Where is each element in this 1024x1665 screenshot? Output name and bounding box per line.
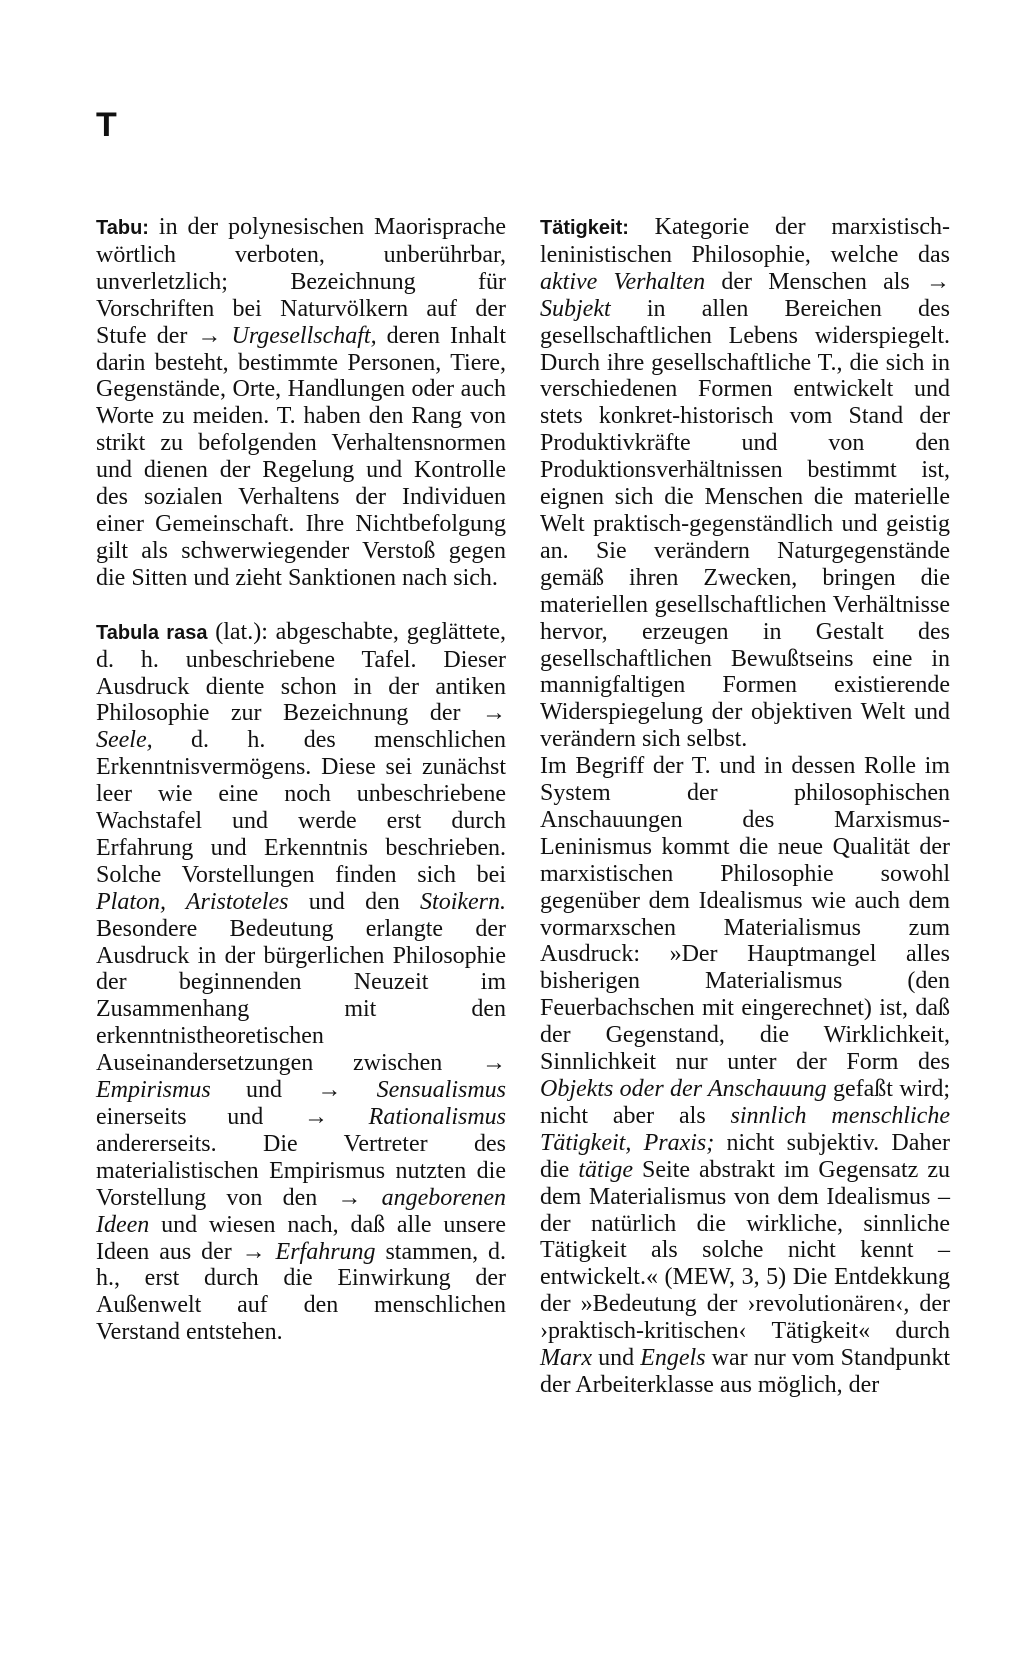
entry-text: andererseits. Die Vertreter des materialistischen Empirismus nutzten die Vorstellung von den → xyxy=(96,1130,506,1211)
entry-text: Im Begriff der T. und in dessen Rolle im System der philosophischen Anschauungen des Marxismus-Leninismus kommt die neue Qualität der marxistischen Philosophie sowohl gegenüber dem Idealismus wie auch dem vormarxschen Materialismus zum Ausdruck: »Der Hauptmangel alles bisherigen Materialismus (den Feuerbachschen mit eingerechnet) ist, daß der Gegenstand, die Wirklichkeit, Sinnlichkeit nur unter der Form des xyxy=(540,753,950,1076)
entry-text: war nur vom Standpunkt der Arbeiterklasse aus möglich, der xyxy=(540,1345,950,1398)
entry-text: gefaßt wird; nicht aber als xyxy=(540,1076,951,1129)
cross-reference: Sensualismus xyxy=(376,1077,506,1104)
emphasis: aktive Verhalten xyxy=(540,268,706,295)
cross-reference: Seele, xyxy=(96,727,153,754)
entry-text: Kategorie der marxistisch-leninistischen Philosophie, welche das xyxy=(540,214,950,268)
entry-text: Besondere Bedeutung erlangte der Ausdruck in der bürgerlichen Philosophie der beginnenden Neuzeit im Zusammenhang mit den erkenntnistheoretischen Auseinandersetzungen zwischen → xyxy=(96,915,506,1077)
emphasis: Objekts oder der Anschauung xyxy=(540,1076,827,1102)
entry-text: (lat.): abgeschabte, geglättete, d. h. unbeschriebene Tafel. Dieser Ausdruck diente schon in der antiken Philosophie zur Bezeichnung der → xyxy=(96,618,506,727)
right-column xyxy=(540,214,950,1399)
person-reference: Engels xyxy=(640,1345,706,1372)
emphasis: sinnlich menschliche Tätigkeit, Praxis; xyxy=(540,1102,950,1156)
left-column xyxy=(96,214,506,1346)
entry-taetigkeit xyxy=(540,214,950,753)
headword-taetigkeit: Tätigkeit: xyxy=(540,217,629,239)
person-reference: Marx xyxy=(540,1345,592,1372)
section-letter: T xyxy=(96,106,117,144)
entry-text: und den xyxy=(288,888,421,915)
entry-tabu xyxy=(96,214,506,592)
entry-text: in der polynesischen Maorisprache wörtlich verboten, unberührbar, unverletzlich; Bezeichnung für Vorschriften bei Naturvölkern auf der Stufe der → xyxy=(96,214,506,349)
entry-text: der Menschen als → xyxy=(705,268,950,295)
entry-text: und xyxy=(591,1345,641,1372)
entry-text: einerseits und → xyxy=(96,1104,369,1130)
cross-reference: Urgesellschaft, xyxy=(231,322,377,349)
entry-text: und wiesen nach, daß alle unsere Ideen aus der → xyxy=(96,1211,506,1265)
person-reference: Stoikern. xyxy=(420,888,507,915)
entry-text: Seite abstrakt im Gegensatz zu dem Materialismus von dem Idealismus – der natürlich die wirkliche, sinnliche Tätigkeit als solche nicht kennt – entwickelt.« (MEW, 3, 5) Die Entdekkung der »Bedeutung der ›revolutionären‹, der ›praktisch-kritischen‹ Tätigkeit« durch xyxy=(540,1156,950,1345)
entry-text: deren Inhalt darin besteht, bestimmte Personen, Tiere, Gegenstände, Orte, Handlungen oder auch Worte zu meiden. T. haben den Rang von strikt zu befolgenden Verhaltensnormen und dienen der Regelung und Kontrolle des sozialen Verhaltens der Individuen einer Gemeinschaft. Ihre Nichtbefolgung gilt als schwerwiegender Verstoß gegen die Sitten und zieht Sanktionen nach sich. xyxy=(96,322,506,591)
cross-reference: Rationalismus xyxy=(368,1104,506,1130)
cross-reference: Subjekt xyxy=(540,295,611,322)
cross-reference: Erfahrung xyxy=(275,1238,376,1265)
entry-text: stammen, d. h., erst durch die Einwirkung der Außenwelt auf den menschlichen Verstand entstehen. xyxy=(96,1238,506,1346)
entry-taetigkeit-paragraph-2 xyxy=(540,753,950,1399)
person-reference: Platon, Aristoteles xyxy=(96,888,289,915)
cross-reference: Empirismus xyxy=(96,1077,211,1104)
entry-text: d. h. des menschlichen Erkenntnisvermögens. Diese sei zunächst leer wie eine noch unbeschriebene Wachstafel und werde erst durch Erfahrung und Erkenntnis beschrieben. Solche Vorstellungen finden sich bei xyxy=(96,727,506,888)
entry-text: in allen Bereichen des gesellschaftlichen Lebens widerspiegelt. Durch ihre gesellschaftliche T., die sich in verschiedenen Formen entwickelt und stets konkret-historisch vom Stand der Produktivkräfte und von den Produktionsverhältnissen bestimmt ist, eignen sich die Menschen die materielle Welt praktisch-gegenständlich und geistig an. Sie verändern Naturgegenstände gemäß ihren Zwecken, bringen die materiellen gesellschaftlichen Verhältnisse hervor, erzeugen in Gestalt des gesellschaftlichen Bewußtseins eine in mannigfaltigen Formen existierende Widerspiegelung der objektiven Welt und verändern sich selbst. xyxy=(540,295,950,753)
entry-text: und → xyxy=(210,1077,377,1104)
headword-tabu: Tabu: xyxy=(96,217,149,239)
cross-reference: angeborenen Ideen xyxy=(96,1184,506,1238)
entry-text: nicht subjektiv. Daher die xyxy=(540,1129,950,1183)
entry-tabula-rasa xyxy=(96,619,506,1346)
emphasis: tätige xyxy=(578,1156,633,1183)
headword-tabula-rasa: Tabula rasa xyxy=(96,621,208,644)
